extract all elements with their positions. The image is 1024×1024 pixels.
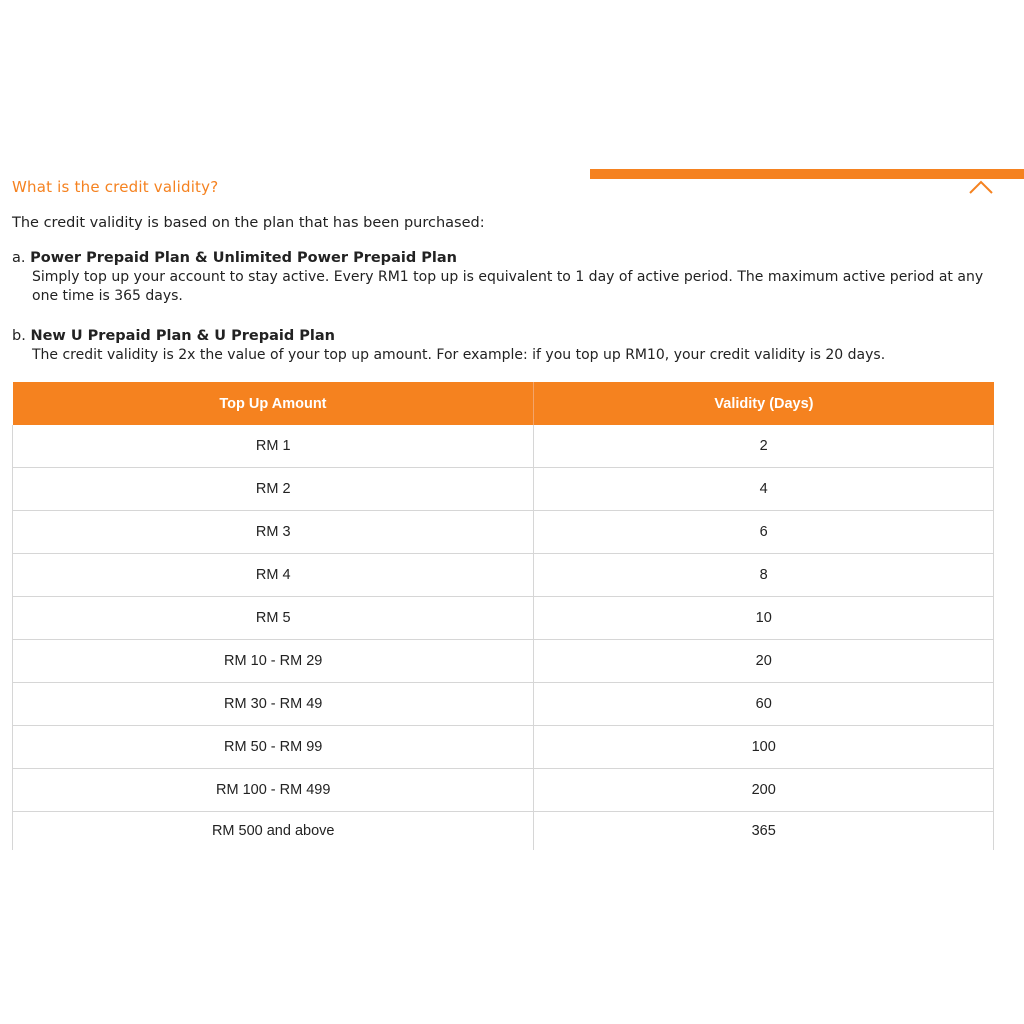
cell-validity-days: 60 (534, 683, 994, 726)
cell-top-up-amount: RM 100 - RM 499 (13, 769, 534, 812)
table-row (13, 769, 994, 812)
plan-marker: a. (12, 250, 26, 266)
plan-item-b (12, 327, 1002, 365)
cell-top-up-amount: RM 1 (13, 425, 534, 468)
table-row (13, 511, 994, 554)
plan-description: The credit validity is 2x the value of your top up amount. For example: if you top up RM10, your credit validity is 20 days. (32, 347, 886, 363)
cell-top-up-amount: RM 3 (13, 511, 534, 554)
cell-top-up-amount: RM 5 (13, 597, 534, 640)
table-row (13, 726, 994, 769)
table-header-row (13, 382, 994, 425)
plan-description: Simply top up your account to stay active. Every RM1 top up is equivalent to 1 day of active period. The maximum active period at any one time is 365 days. (32, 269, 984, 304)
cell-validity-days: 365 (534, 812, 994, 851)
cell-validity-days: 4 (534, 468, 994, 511)
accent-bar (590, 169, 1024, 179)
cell-validity-days: 200 (534, 769, 994, 812)
cell-validity-days: 6 (534, 511, 994, 554)
table-row (13, 597, 994, 640)
table-row (13, 640, 994, 683)
table-row (13, 468, 994, 511)
faq-question-title[interactable]: What is the credit validity? (12, 178, 219, 196)
cell-top-up-amount: RM 30 - RM 49 (13, 683, 534, 726)
header-top-up-amount: Top Up Amount (13, 382, 534, 425)
plan-name: Power Prepaid Plan & Unlimited Power Prepaid Plan (30, 250, 457, 266)
plan-heading (12, 249, 1002, 268)
header-validity-days: Validity (Days) (534, 382, 994, 425)
table-row (13, 812, 994, 851)
cell-top-up-amount: RM 10 - RM 29 (13, 640, 534, 683)
chevron-up-icon (966, 178, 996, 196)
faq-intro: The credit validity is based on the plan that has been purchased: (12, 215, 485, 231)
plan-name: New U Prepaid Plan & U Prepaid Plan (30, 328, 335, 344)
cell-validity-days: 20 (534, 640, 994, 683)
cell-validity-days: 2 (534, 425, 994, 468)
cell-top-up-amount: RM 2 (13, 468, 534, 511)
collapse-toggle-button[interactable] (966, 178, 996, 196)
plan-heading (12, 327, 1002, 346)
cell-top-up-amount: RM 50 - RM 99 (13, 726, 534, 769)
plan-marker: b. (12, 328, 26, 344)
table-row (13, 554, 994, 597)
table-row (13, 425, 994, 468)
cell-validity-days: 100 (534, 726, 994, 769)
cell-validity-days: 10 (534, 597, 994, 640)
validity-table (12, 382, 994, 850)
table-row (13, 683, 994, 726)
cell-top-up-amount: RM 4 (13, 554, 534, 597)
cell-top-up-amount: RM 500 and above (13, 812, 534, 851)
plan-item-a (12, 249, 1002, 306)
cell-validity-days: 8 (534, 554, 994, 597)
